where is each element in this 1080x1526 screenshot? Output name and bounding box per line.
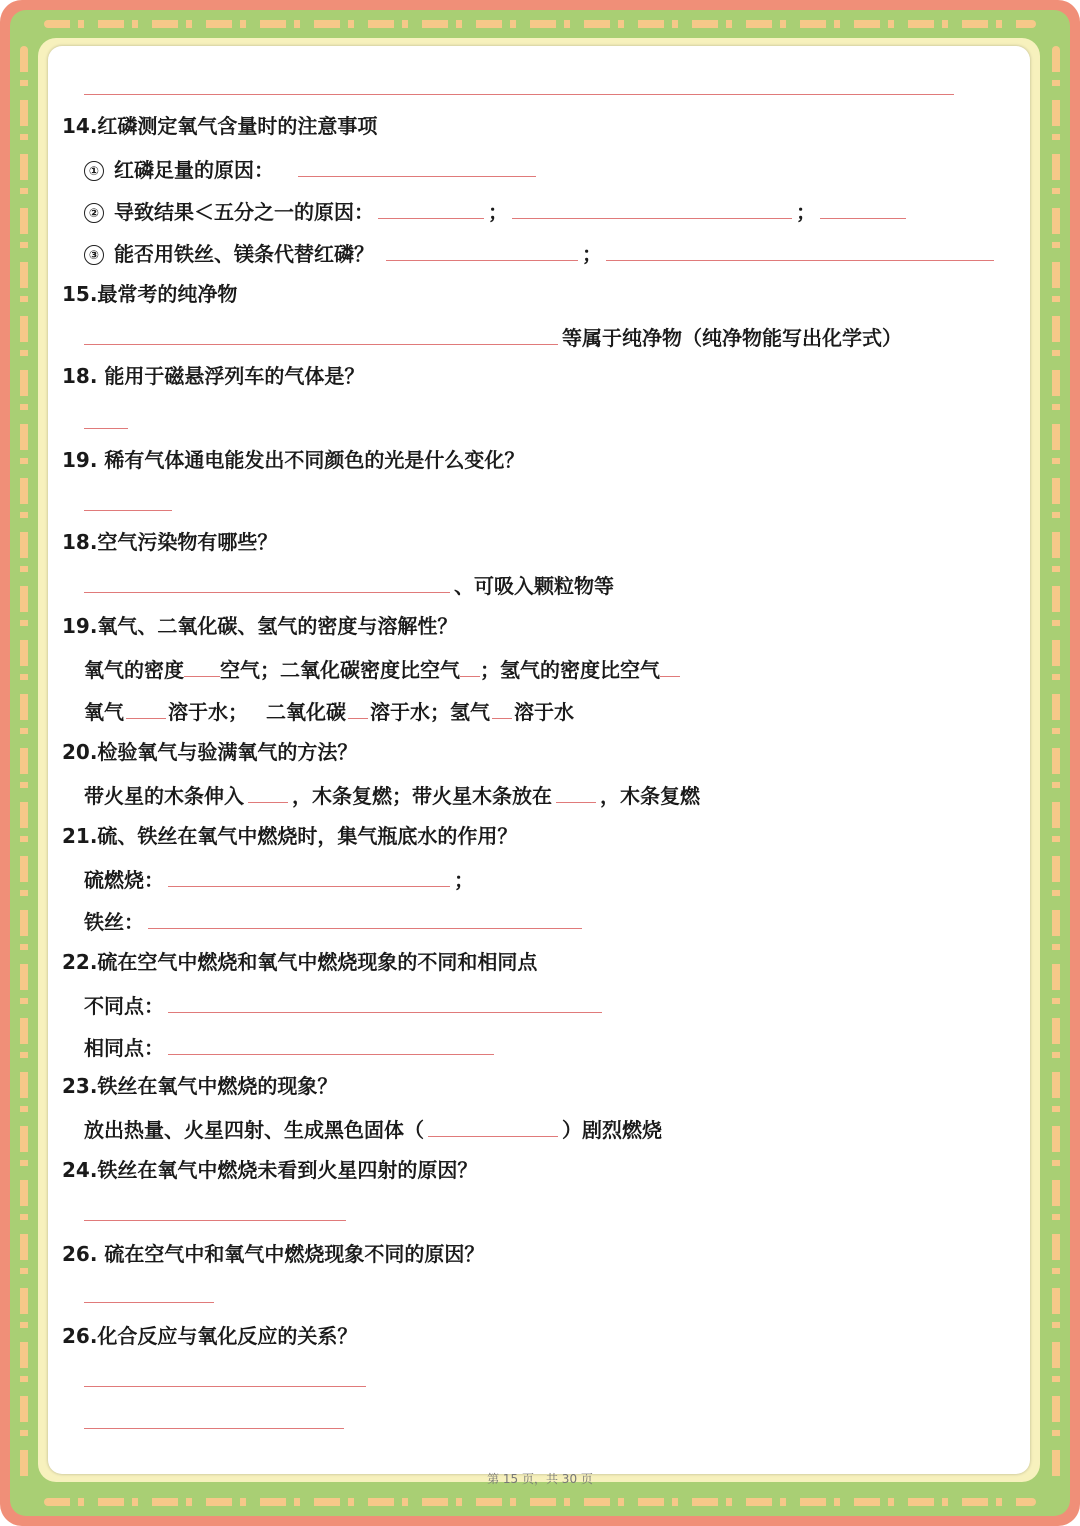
text: 带火星的木条伸入 — [84, 784, 244, 808]
text: ；氢气的密度比空气 — [480, 658, 660, 682]
question-18-maglev-title: 18. 能用于磁悬浮列车的气体是？ — [62, 364, 365, 388]
left-dash-pattern — [20, 46, 28, 1480]
circled-number-1: ① — [84, 161, 104, 181]
answer-blank[interactable] — [298, 154, 536, 177]
question-14-title: 14.红磷测定氧气含量时的注意事项 — [62, 114, 378, 138]
separator: ； — [488, 200, 508, 224]
answer-blank[interactable] — [84, 1386, 366, 1387]
text: 二氧化碳 — [266, 700, 346, 724]
text: 氧气的密度 — [84, 658, 184, 682]
item-label: 导致结果＜五分之一的原因： — [114, 200, 374, 224]
text: ，木条复燃；带火星木条放在 — [292, 784, 552, 808]
text: 不同点： — [84, 994, 164, 1018]
circled-number-3: ③ — [84, 245, 104, 265]
answer-blank[interactable] — [428, 1114, 558, 1137]
question-19-density-line-2 — [84, 696, 574, 726]
text: 相同点： — [84, 1036, 164, 1060]
circled-number-2: ② — [84, 203, 104, 223]
question-19-density-line-1 — [84, 654, 680, 684]
text: 溶于水；氢气 — [370, 700, 490, 724]
text: 硫燃烧： — [84, 868, 164, 892]
question-23-answer — [84, 1114, 662, 1144]
separator: ； — [582, 242, 602, 266]
answer-blank[interactable] — [148, 906, 582, 929]
answer-blank[interactable] — [184, 654, 220, 677]
answer-tail: 等属于纯净物（纯净物能写出化学式） — [562, 326, 902, 350]
answer-blank[interactable] — [512, 196, 792, 219]
answer-blank[interactable] — [168, 1032, 494, 1055]
answer-tail: 、可吸入颗粒物等 — [454, 574, 614, 598]
answer-blank[interactable] — [84, 570, 450, 593]
question-18-pollutants-title: 18.空气污染物有哪些？ — [62, 530, 278, 554]
answer-blank[interactable] — [348, 696, 368, 719]
question-21-iron — [84, 906, 586, 936]
item-label: 能否用铁丝、镁条代替红磷？ — [114, 242, 374, 266]
answer-blank[interactable] — [84, 1428, 344, 1429]
question-21-sulfur — [84, 864, 474, 894]
question-22-title: 22.硫在空气中燃烧和氧气中燃烧现象的不同和相同点 — [62, 950, 538, 974]
answer-blank[interactable] — [492, 696, 512, 719]
text: 放出热量、火星四射、生成黑色固体（ — [84, 1118, 424, 1142]
text: 氧气 — [84, 700, 124, 724]
text: 溶于水 — [514, 700, 574, 724]
answer-blank[interactable] — [84, 510, 172, 511]
question-19-density-title: 19.氧气、二氧化碳、氢气的密度与溶解性？ — [62, 614, 458, 638]
question-20-answer — [84, 780, 700, 810]
question-15-answer — [84, 322, 902, 352]
top-dash-pattern — [44, 20, 1036, 28]
text: 空气；二氧化碳密度比空气 — [220, 658, 460, 682]
question-26-sulfur-title: 26. 硫在空气中和氧气中燃烧现象不同的原因？ — [62, 1242, 485, 1266]
answer-blank[interactable] — [84, 428, 128, 429]
question-14-item-1 — [84, 154, 540, 184]
answer-blank[interactable] — [460, 654, 480, 677]
text: 溶于水； — [168, 700, 248, 724]
answer-blank[interactable] — [84, 94, 954, 95]
question-20-title: 20.检验氧气与验满氧气的方法？ — [62, 740, 358, 764]
answer-blank[interactable] — [126, 696, 166, 719]
answer-blank[interactable] — [168, 990, 602, 1013]
question-19-noble-gas-title: 19. 稀有气体通电能发出不同颜色的光是什么变化？ — [62, 448, 525, 472]
question-15-title: 15.最常考的纯净物 — [62, 282, 238, 306]
text: 铁丝： — [84, 910, 144, 934]
answer-blank[interactable] — [168, 864, 450, 887]
right-dash-pattern — [1052, 46, 1060, 1480]
question-23-title: 23.铁丝在氧气中燃烧的现象？ — [62, 1074, 338, 1098]
question-22-differences — [84, 990, 606, 1020]
text: ）剧烈燃烧 — [562, 1118, 662, 1142]
question-24-title: 24.铁丝在氧气中燃烧未看到火星四射的原因？ — [62, 1158, 478, 1182]
answer-blank[interactable] — [606, 238, 994, 261]
text: ，木条复燃 — [600, 784, 700, 808]
question-14-item-3 — [84, 238, 998, 268]
answer-blank[interactable] — [386, 238, 578, 261]
question-14-item-2 — [84, 196, 910, 226]
separator: ； — [796, 200, 816, 224]
answer-blank[interactable] — [84, 1220, 346, 1221]
question-22-similarities — [84, 1032, 498, 1062]
question-26-reaction-title: 26.化合反应与氧化反应的关系？ — [62, 1324, 358, 1348]
question-21-title: 21.硫、铁丝在氧气中燃烧时，集气瓶底水的作用？ — [62, 824, 518, 848]
item-label: 红磷足量的原因： — [114, 158, 274, 182]
answer-blank[interactable] — [556, 780, 596, 803]
answer-blank[interactable] — [84, 1302, 214, 1303]
answer-blank[interactable] — [84, 322, 558, 345]
bottom-dash-pattern — [44, 1498, 1036, 1506]
answer-blank[interactable] — [820, 196, 906, 219]
question-18-pollutants-answer — [84, 570, 614, 600]
separator: ； — [454, 868, 474, 892]
page-footer: 第 15 页，共 30 页 — [487, 1472, 593, 1486]
answer-blank[interactable] — [248, 780, 288, 803]
answer-blank[interactable] — [660, 654, 680, 677]
answer-blank[interactable] — [378, 196, 484, 219]
